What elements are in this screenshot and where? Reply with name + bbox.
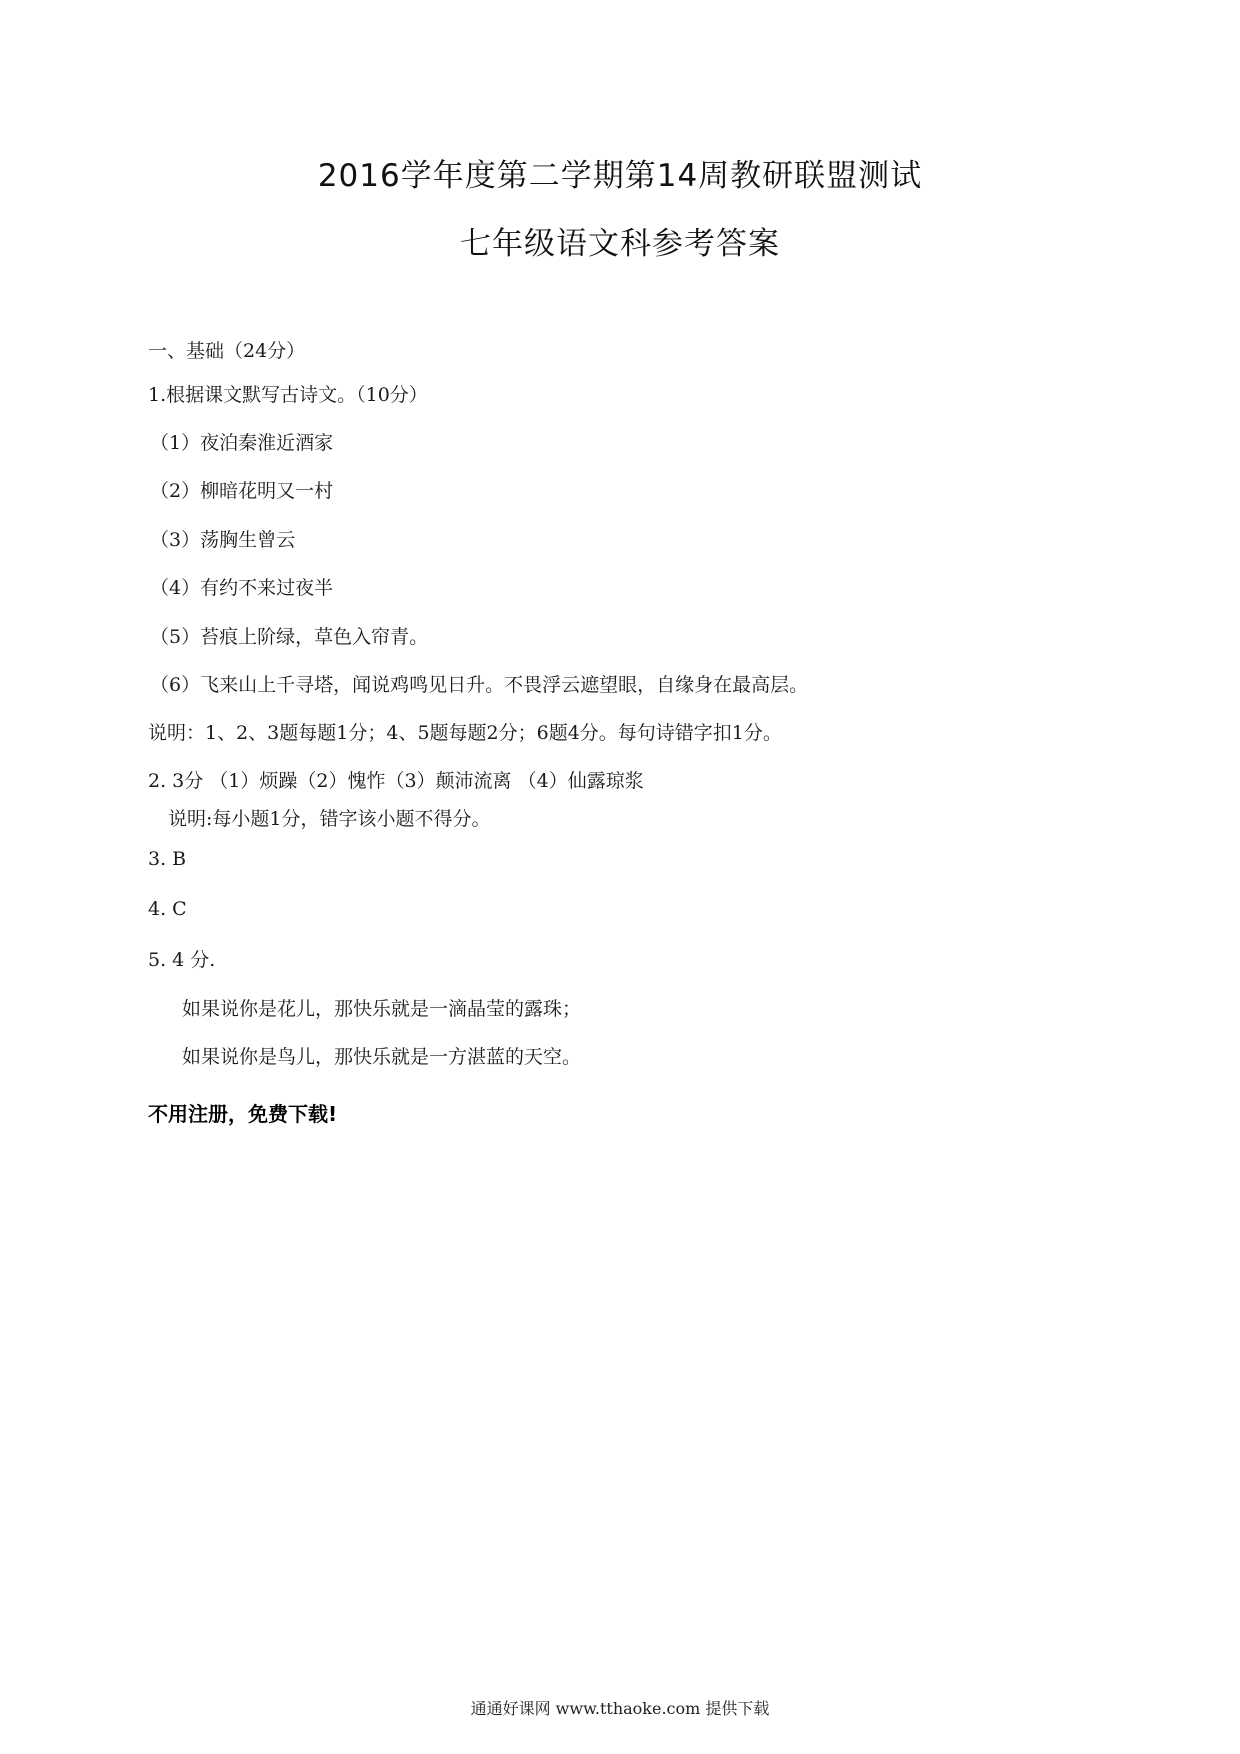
q5-answer-line-1: 如果说你是花儿，那快乐就是一滴晶莹的露珠； [182, 998, 582, 1020]
q5-answer-line-2: 如果说你是鸟儿，那快乐就是一方湛蓝的天空。 [182, 1046, 582, 1068]
section-heading: 一、基础（24分） [148, 340, 306, 362]
question-5-heading: 5. 4 分. [148, 949, 216, 971]
page-subtitle: 七年级语文科参考答案 [460, 226, 780, 262]
q1-answer-6: （6）飞来山上千寻塔，闻说鸡鸣见日升。不畏浮云遮望眼，自缘身在最高层。 [150, 674, 809, 696]
question-2-answer: 2. 3分 （1）烦躁（2）愧怍（3）颠沛流离 （4）仙露琼浆 [148, 770, 644, 792]
question-4-answer: 4. C [148, 898, 187, 920]
q1-answer-5: （5）苔痕上阶绿，草色入帘青。 [150, 626, 429, 648]
q1-answer-2: （2）柳暗花明又一村 [150, 480, 334, 502]
q1-scoring-note: 说明：1、2、3题每题1分；4、5题每题2分；6题4分。每句诗错字扣1分。 [148, 722, 782, 744]
question-3-answer: 3. B [148, 848, 187, 870]
q1-answer-3: （3）荡胸生曾云 [150, 529, 296, 551]
q1-answer-1: （1）夜泊秦淮近酒家 [150, 432, 334, 454]
question-1-heading: 1.根据课文默写古诗文。（10分） [148, 384, 428, 406]
promo-text: 不用注册，免费下载! [148, 1102, 338, 1126]
page-footer: 通通好课网 www.tthaoke.com 提供下载 [470, 1699, 770, 1718]
q2-scoring-note: 说明:每小题1分，错字该小题不得分。 [168, 808, 491, 830]
q1-answer-4: （4）有约不来过夜半 [150, 577, 334, 599]
page-title: 2016学年度第二学期第14周教研联盟测试 [317, 158, 923, 194]
